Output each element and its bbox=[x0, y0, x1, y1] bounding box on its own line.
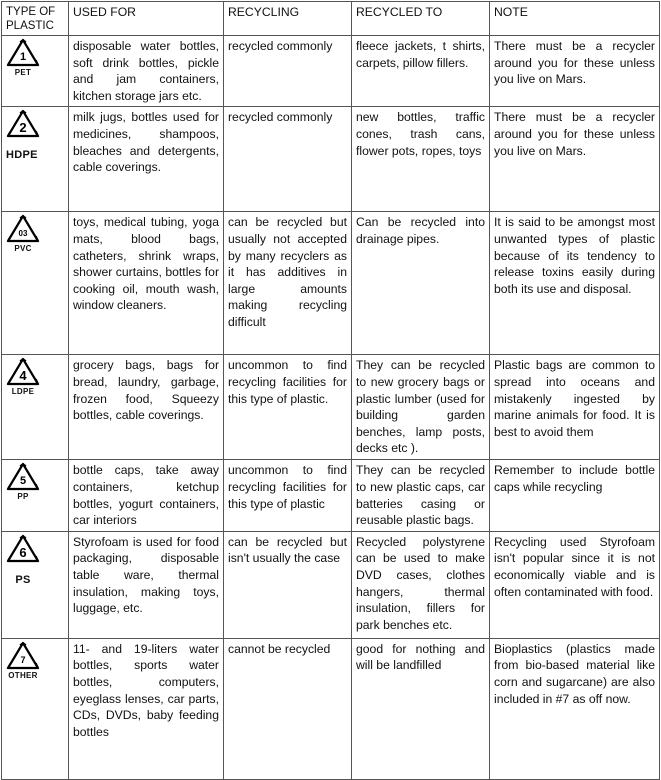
recycle-triangle-icon bbox=[6, 641, 40, 671]
resin-code-label: PET bbox=[14, 68, 32, 77]
recycled-to-cell: They can be recycled to new grocery bags or plastic lumber (used for building garden benches, lamp posts, decks etc ). bbox=[352, 355, 490, 460]
table-row bbox=[2, 107, 660, 212]
recycled-to-cell: Can be recycled into drainage pipes. bbox=[352, 212, 490, 355]
header-type-line2: PLASTIC bbox=[6, 20, 54, 32]
recycle-triangle-icon bbox=[6, 109, 40, 139]
plastic-type-cell bbox=[2, 460, 69, 531]
recycle-triangle-icon bbox=[6, 38, 40, 68]
used-for-cell: 11- and 19-liters water bottles, sports water bottles, computers, eyeglass lenses, car parts, CDs, DVDs, baby feeding bottles bbox=[69, 638, 224, 779]
plastic-type-cell bbox=[2, 36, 69, 107]
header-recycling: RECYCLING bbox=[224, 2, 352, 36]
recycling-cell: can be recycled but isn't usually the case bbox=[224, 531, 352, 638]
resin-code-number: 2 bbox=[19, 120, 27, 136]
plastic-type-cell bbox=[2, 638, 69, 779]
recycle-triangle-icon bbox=[6, 462, 40, 492]
plastic-type-cell bbox=[2, 355, 69, 460]
recycling-cell: uncommon to find recycling facilities for this type of plastic. bbox=[224, 355, 352, 460]
resin-code-label: PVC bbox=[14, 244, 32, 254]
table-row bbox=[2, 460, 660, 531]
recycled-to-cell: new bottles, traffic cones, trash cans, flower pots, ropes, toys bbox=[352, 107, 490, 212]
header-note: NOTE bbox=[490, 2, 660, 36]
recycle-triangle-icon bbox=[6, 357, 40, 387]
resin-code-number: 4 bbox=[19, 368, 27, 384]
recycling-cell: cannot be recycled bbox=[224, 638, 352, 779]
resin-code-label: PP bbox=[17, 492, 29, 502]
used-for-cell: grocery bags, bags for bread, laundry, garbage, frozen food, Squeezy bottles, cable coverings. bbox=[69, 355, 224, 460]
header-row bbox=[2, 2, 660, 36]
resin-code-label: HDPE bbox=[6, 149, 38, 162]
recycling-cell: recycled commonly bbox=[224, 36, 352, 107]
header-type-line1: TYPE OF bbox=[6, 6, 56, 18]
note-cell: There must be a recycler around you for these unless you live on Mars. bbox=[490, 36, 660, 107]
recycle-triangle-icon bbox=[6, 534, 40, 564]
recycled-to-cell: Recycled polystyrene can be used to make DVD cases, clothes hangers, thermal insulation, fillers for park benches etc. bbox=[352, 531, 490, 638]
used-for-cell: toys, medical tubing, yoga mats, blood bags, catheters, shrink wraps, shower curtains, bottles for cooking oil, mouth wash, window cleaners. bbox=[69, 212, 224, 355]
note-cell: Bioplastics (plastics made from bio-based material like corn and sugarcane) are also included in #7 as off now. bbox=[490, 638, 660, 779]
note-cell: It is said to be amongst most unwanted types of plastic because of its tendency to release toxins easily during both its use and disposal. bbox=[490, 212, 660, 355]
resin-code-label: OTHER bbox=[8, 670, 38, 680]
resin-code-number: 03 bbox=[18, 229, 28, 239]
resin-code-label: PS bbox=[15, 573, 31, 586]
note-cell: There must be a recycler around you for these unless you live on Mars. bbox=[490, 107, 660, 212]
note-cell: Recycling used Styrofoam isn't popular since it is not economically viable and is often contaminated with food. bbox=[490, 531, 660, 638]
header-type-of-plastic bbox=[2, 2, 69, 36]
used-for-cell: Styrofoam is used for food packaging, disposable table ware, thermal insulation, making toys, luggage, etc. bbox=[69, 531, 224, 638]
plastics-table bbox=[1, 1, 660, 780]
recycled-to-cell: fleece jackets, t shirts, carpets, pillow fillers. bbox=[352, 36, 490, 107]
used-for-cell: disposable water bottles, soft drink bottles, pickle and jam containers, kitchen storage jars etc. bbox=[69, 36, 224, 107]
table-row bbox=[2, 531, 660, 638]
table-row bbox=[2, 212, 660, 355]
resin-code-number: 1 bbox=[19, 51, 27, 63]
note-cell: Plastic bags are common to spread into oceans and mistakenly ingested by marine animals for food. It is best to avoid them bbox=[490, 355, 660, 460]
table-row bbox=[2, 638, 660, 779]
recycling-cell: can be recycled but usually not accepted by many recyclers as it has additives in large amounts making recycling difficult bbox=[224, 212, 352, 355]
resin-code-number: 7 bbox=[20, 654, 26, 665]
recycling-cell: uncommon to find recycling facilities for this type of plastic bbox=[224, 460, 352, 531]
resin-code-number: 6 bbox=[19, 544, 27, 560]
used-for-cell: milk jugs, bottles used for medicines, shampoos, bleaches and detergents, cable coverings. bbox=[69, 107, 224, 212]
plastic-type-cell bbox=[2, 212, 69, 355]
resin-code-label: LDPE bbox=[11, 387, 35, 397]
resin-code-number: 5 bbox=[19, 475, 27, 488]
plastic-type-cell bbox=[2, 531, 69, 638]
recycling-cell: recycled commonly bbox=[224, 107, 352, 212]
header-recycled-to: RECYCLED TO bbox=[352, 2, 490, 36]
table-row bbox=[2, 355, 660, 460]
header-used-for: USED FOR bbox=[69, 2, 224, 36]
used-for-cell: bottle caps, take away containers, ketchup bottles, yogurt containers, car interiors bbox=[69, 460, 224, 531]
plastic-type-cell bbox=[2, 107, 69, 212]
table-row bbox=[2, 36, 660, 107]
recycle-triangle-icon bbox=[6, 214, 40, 244]
note-cell: Remember to include bottle caps while recycling bbox=[490, 460, 660, 531]
recycled-to-cell: They can be recycled to new plastic caps, car batteries casing or reusable plastic bags. bbox=[352, 460, 490, 531]
recycled-to-cell: good for nothing and will be landfilled bbox=[352, 638, 490, 779]
